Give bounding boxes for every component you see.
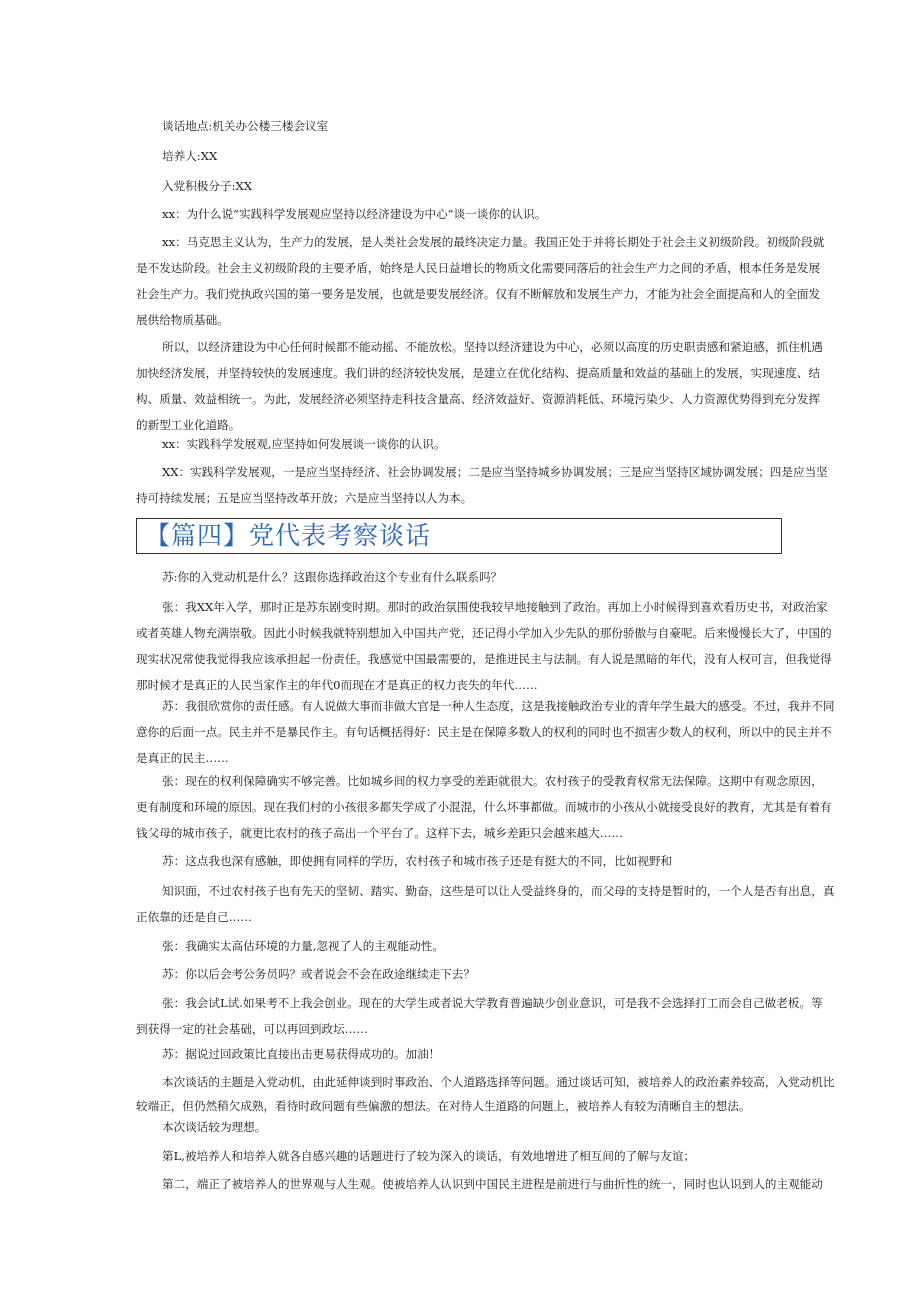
text-line: 正依靠的还是自己…… [136, 910, 252, 924]
summary-paragraph-1 [136, 1070, 834, 1118]
answer-1-continued [136, 334, 823, 438]
trainer-line: 培养人:XX [162, 149, 218, 163]
text-line: XX：实践科学发展观，一是应当坚持经济、社会协调发展；二是应当坚持城乡协调发展；三是应当坚持区域协调发展；四是应当坚 [162, 465, 828, 479]
text-line: 本次谈话的主题是入党动机，由此延伸谈到时事政治、个人道路选择等问题。通过谈话可知，被培养人的政治素养较高，入党动机比 [162, 1075, 835, 1089]
zhang-answer-1 [136, 594, 832, 698]
text-line: 张：我会试L试.如果考不上我会创业。现在的大学生或者说大学教育普遍缺少创业意识，可是我不会选择打工而会自己做老板。等 [162, 996, 823, 1010]
zhang-answer-3: 张：我确实太高估环境的力量,忽视了人的主观能动性。 [162, 939, 444, 953]
text-line: 社会生产力。我们党执政兴国的第一要务是发展，也就是要发展经济。仅有不断解放和发展生产力，才能为社会全面提高和人的全面发 [136, 287, 821, 301]
zhang-answer-2 [136, 768, 832, 846]
text-line: 张：我XX年入学，那时正是苏东剧变时期。那时的政治氛围使我较早地接触到了政治。再加上小时候得到喜欢看历史书，对政治家 [162, 600, 828, 614]
text-line: 持可持续发展；五是应当坚持改革开放；六是应当坚持以人为本。 [136, 491, 473, 505]
su-reply-2 [136, 693, 834, 771]
section-banner [136, 518, 782, 554]
text-line: 是真正的民主…… [136, 751, 229, 765]
text-line: 到获得一定的社会基础，可以再回到政坛…… [136, 1022, 368, 1036]
text-line: xx：马克思主义认为，生产力的发展，是人类社会发展的最终决定力量。我国正处于并将长期处于社会主义初级阶段。初级阶段就 [162, 235, 825, 249]
summary-point-2: 第二，端正了被培养人的世界观与人生观。使被培养人认识到中国民主进程是前进行与曲折性的统一，同时也认识到人的主观能动 [162, 1177, 823, 1191]
text-line: 是不发达阶段。社会主义初级阶段的主要矛盾，始终是人民日益增长的物质文化需要同落后的社会生产力之间的矛盾，根本任务是发展 [136, 261, 821, 275]
text-line: 苏：我很欣赏你的责任感。有人说做大事而非做大官是一种人生态度，这是我接触政治专业的青年学生最大的感受。不过，我并不同 [162, 699, 835, 713]
text-line: 钱父母的城市孩子，就更比农村的孩子高出一个平台了。这样下去，城乡差距只会越来越大…… [136, 826, 623, 840]
zhang-answer-4 [136, 990, 823, 1042]
text-line: 现实状况常使我觉得我应该承担起一份责任。我感觉中国最需要的，是推进民主与法制。有人说是黑暗的年代，没有人权可言，但我觉得 [136, 652, 832, 666]
question-1: xx：为什么说“实践科学发展观应坚持以经济建设为中心”谈一谈你的认识。 [162, 207, 547, 221]
text-line: 展供给物质基础。 [136, 313, 229, 327]
text-line: 意你的后面一点。民主并不是暴民作主。有句话概括得好：民主是在保障多数人的权利的同时也不损害少数人的权利，所以中的民主并不 [136, 725, 832, 739]
text-line: 所以，以经济建设为中心任何时候都不能动摇、不能放松。坚持以经济建设为中心，必须以高度的历史职责感和紧迫感，抓住机遇 [162, 340, 823, 354]
su-reply-5: 苏：据说过回政策比直接出击更易获得成功的。加油！ [162, 1047, 441, 1061]
meeting-location: 谈话地点:机关办公楼三楼会议室 [162, 119, 329, 133]
answer-2 [136, 459, 828, 511]
summary-paragraph-2: 本次谈话较为理想。 [162, 1120, 267, 1134]
text-line: 知识面，不过农村孩子也有先天的坚韧、踏实、勤奋，这些是可以让人受益终身的，而父母的支持是暂时的，一个人是否有出息，真 [162, 884, 835, 898]
su-reply-3-continued [136, 878, 834, 930]
text-line: 的新型工业化道路。 [136, 418, 241, 432]
su-question-1: 苏:你的入党动机是什么？这跟你选择政治这个专业有什么联系吗？ [162, 570, 503, 584]
text-line: 较端正，但仍然稍欠成熟，看待时政问题有些偏激的想法。在对待人生道路的问题上，被培养人有较为清晰自主的想法。 [136, 1099, 751, 1113]
su-reply-3: 苏：这点我也深有感触，即使拥有同样的学历，农村孩子和城市孩子还是有挺大的不同，比如视野和 [162, 854, 673, 868]
text-line: 加快经济发展，并坚持较快的发展速度。我们讲的经济较快发展，是建立在优化结构、提高质量和效益的基础上的发展，实现速度、结 [136, 366, 821, 380]
activist-line: 入党积极分子:XX [162, 179, 252, 193]
text-line: 更有制度和环境的原因。现在我们村的小孩很多都失学成了小混混，什么坏事都做。而城市的小孩从小就接受良好的教育，尤其是有着有 [136, 800, 832, 814]
summary-point-1: 第L,被培养人和培养人就各自感兴趣的话题进行了较为深入的谈话，有效地增进了相互间的了解与友谊； [162, 1149, 696, 1163]
text-line: 或者英雄人物充满崇敬。因此小时候我就特别想加入中国共产党，还记得小学加入少先队的那份骄傲与自豪呢。后来慢慢长大了，中国的 [136, 626, 832, 640]
question-2: xx：实践科学发展观,应坚持如何发展谈一谈你的认识。 [162, 437, 446, 451]
text-line: 那时候才是真正的人民当家作主的年代0而现在才是真正的权力丧失的年代…… [136, 678, 538, 692]
section-title: 【篇四】党代表考察谈话 [145, 521, 432, 550]
su-question-4: 苏：你以后会考公务员吗？或者说会不会在政途继续走下去？ [162, 967, 476, 981]
text-line: 张：现在的权利保障确实不够完善。比如城乡间的权力享受的差距就很大。农村孩子的受教育权常无法保障。这期中有观念原因， [162, 774, 823, 788]
answer-1 [136, 229, 824, 333]
text-line: 构、质量、效益相统一。为此，发展经济必须坚持走科技含量高、经济效益好、资源消耗低、环境污染少、人力资源优势得到充分发挥 [136, 392, 821, 406]
